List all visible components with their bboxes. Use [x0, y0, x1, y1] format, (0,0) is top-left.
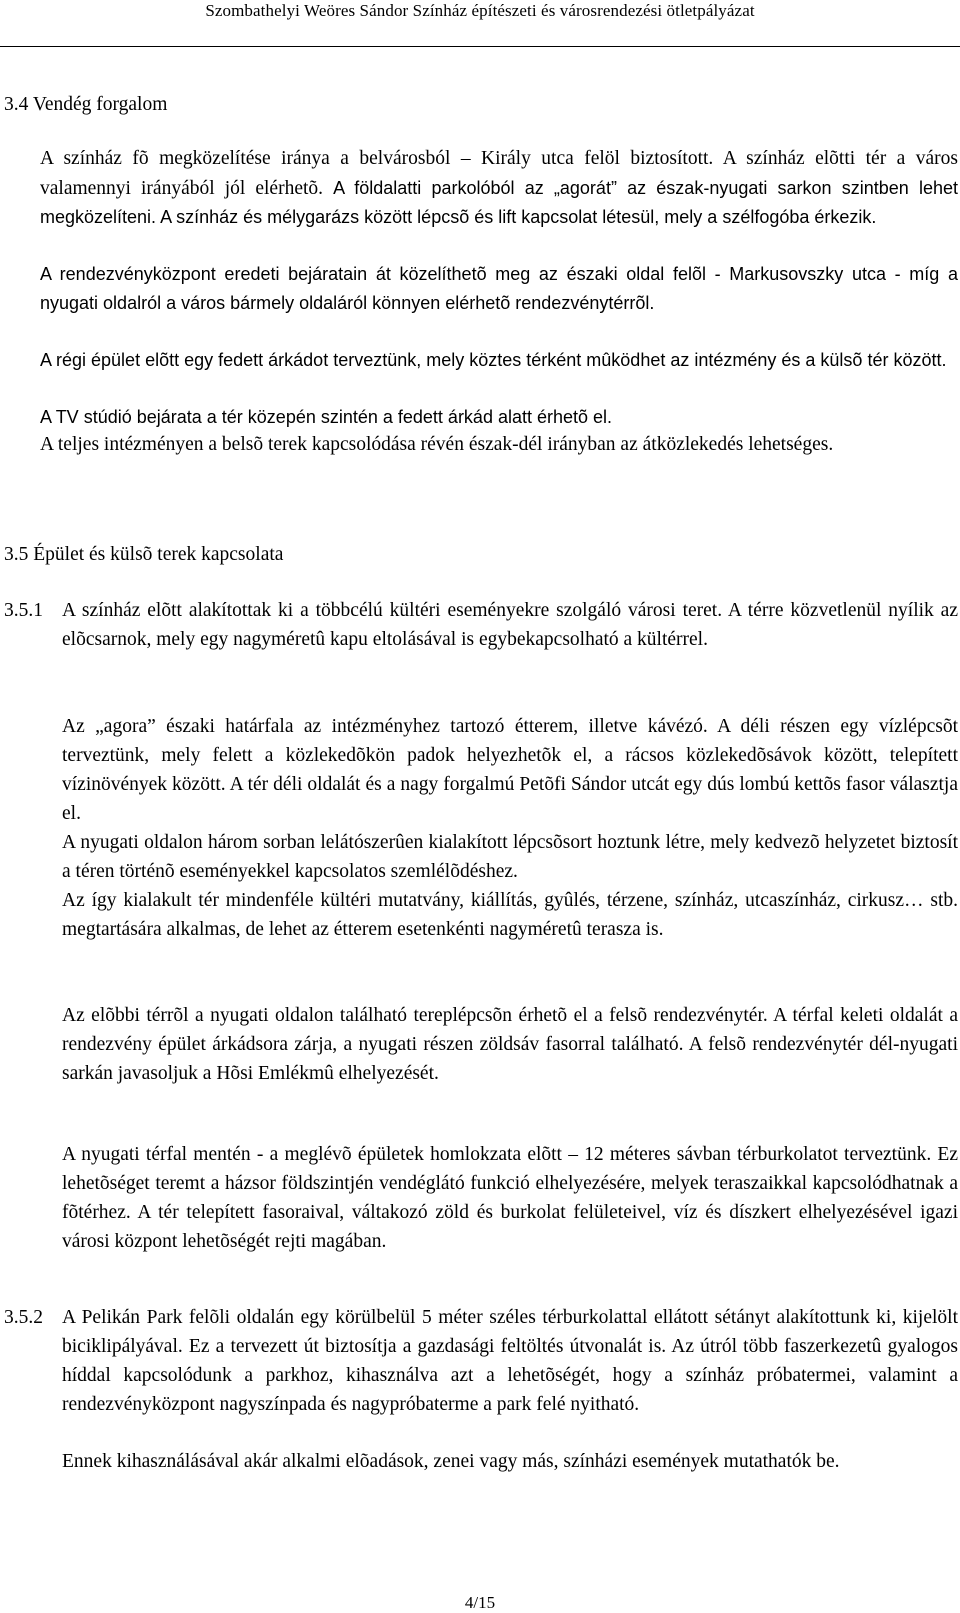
paragraph-3-4-5: A teljes intézményen a belsõ terek kapcsolódása révén észak-dél irányban az átközlekedés lehetséges.: [40, 434, 834, 455]
paragraph-3-4-2: A rendezvényközpont eredeti bejáratain át közelíthetõ meg az északi oldal felõl - Markusovszky utca - míg a nyugati oldalról a város bármely oldaláról könnyen elérhetõ rendezvénytérrõl.: [40, 264, 958, 313]
paragraph-3-5-1-5: Az elõbbi térrõl a nyugati oldalon található tereplépcsõn érhetõ el a felsõ rendezvénytér. A térfal keleti oldalát a rendezvény épület árkádsora zárja, a nyugati részen zöldsáv fasorral található. A felsõ rendezvénytér dél-nyugati sarkán javasoljuk a Hõsi Emlékmû elhelyezését.: [62, 1005, 958, 1084]
document-header: [0, 0, 960, 44]
subsection-number-3-5-2: 3.5.2: [4, 1307, 43, 1328]
paragraph-3-4-1: [40, 145, 958, 233]
paragraph-3-4-1-sans-text: A földalatti parkolóból az „agorát” az észak-nyugati sarkon szintben lehet megközelíteni. A színház és mélygarázs között lépcsõ és lift kapcsolat létesül, mely a szélfogóba érkezik.: [40, 177, 958, 228]
header-divider: [0, 46, 960, 47]
subsection-number-3-5-1: 3.5.1: [4, 600, 43, 621]
paragraph-3-5-1-1: A színház elõtt alakítottak ki a többcélú kültéri eseményekre szolgáló városi teret. A térre közvetlenül nyílik az elõcsarnok, mely egy nagyméretû kapu eltolásával is egybekapcsolható a kültérrel.: [62, 600, 958, 650]
header-title: Szombathelyi Weöres Sándor Színház építészeti és városrendezési ötletpályázat: [205, 1, 755, 20]
paragraph-3-5-2-1: A Pelikán Park felõli oldalán egy körülbelül 5 méter széles térburkolattal ellátott sétányt alakítottunk ki, kijelölt biciklipályával. Ez a tervezett út biztosítja a gazdasági feltöltés útvonalát is. Az útról több faszerkezetû gyalogos híddal kapcsolódunk a parkhoz, kihasználva azt a lehetõségét, hogy a színház próbatermei, valamint a rendezvényközpont nagyszínpada és nagypróbaterme a park felé nyitható.: [62, 1307, 958, 1415]
paragraph-3-4-3: A régi épület elõtt egy fedett árkádot terveztünk, mely köztes térként mûködhet az intézmény és a külsõ tér között.: [40, 350, 947, 370]
paragraph-3-5-1-6: A nyugati térfal mentén - a meglévõ épületek homlokzata elõtt – 12 méteres sávban térburkolatot terveztünk. Ez lehetõséget teremt a házsor földszintjén vendéglátó funkció elhelyezésére, melyek teraszaikkal kapcsolódhatnak a fõtérhez. A tér telepített fasoraival, váltakozó zöld és burkolat felületeivel, víz és díszkert elhelyezésével igazi városi központ lehetõségét rejti magában.: [62, 1144, 958, 1252]
paragraph-3-4-4: A TV stúdió bejárata a tér közepén szintén a fedett árkád alatt érhetõ el.: [40, 407, 613, 427]
section-heading-3-5: 3.5 Épület és külsõ terek kapcsolata: [4, 544, 284, 565]
paragraph-3-5-1-4: Az így kialakult tér mindenféle kültéri mutatvány, kiállítás, gyûlés, térzene, színház, utcaszínház, cirkusz… stb. megtartására alkalmas, de lehet az étterem esetenkénti nagyméretû terasza is.: [62, 890, 958, 940]
paragraph-3-5-1-3: A nyugati oldalon három sorban lelátószerûen kialakított lépcsõsort hoztunk létre, mely kedvezõ helyzetet biztosít a téren történõ eseményekkel kapcsolatos szemlélõdéshez.: [62, 832, 958, 882]
paragraph-3-5-1-2: Az „agora” északi határfala az intézményhez tartozó étterem, illetve kávézó. A déli részen egy vízlépcsõt terveztünk, mely felett a közlekedõkön padok helyezhetõk el, a rácsos közlekedõsávok között, telepített vízinövények között. A tér déli oldalát és a nagy forgalmú Petõfi Sándor utcát egy dús lombú kettõs fasor választja el.: [62, 716, 958, 824]
paragraph-3-5-2-2: Ennek kihasználásával akár alkalmi elõadások, zenei vagy más, színházi események mutathatók be.: [62, 1451, 840, 1472]
section-heading-3-4: 3.4 Vendég forgalom: [4, 94, 168, 115]
paragraph-3-4-1-text: A színház fõ megközelítése iránya a belvárosból – Király utca felöl biztosított. A színház elõtti tér a város valamennyi irányából jól elérhetõ.: [40, 148, 958, 199]
page-number: 4/15: [464, 1593, 496, 1612]
